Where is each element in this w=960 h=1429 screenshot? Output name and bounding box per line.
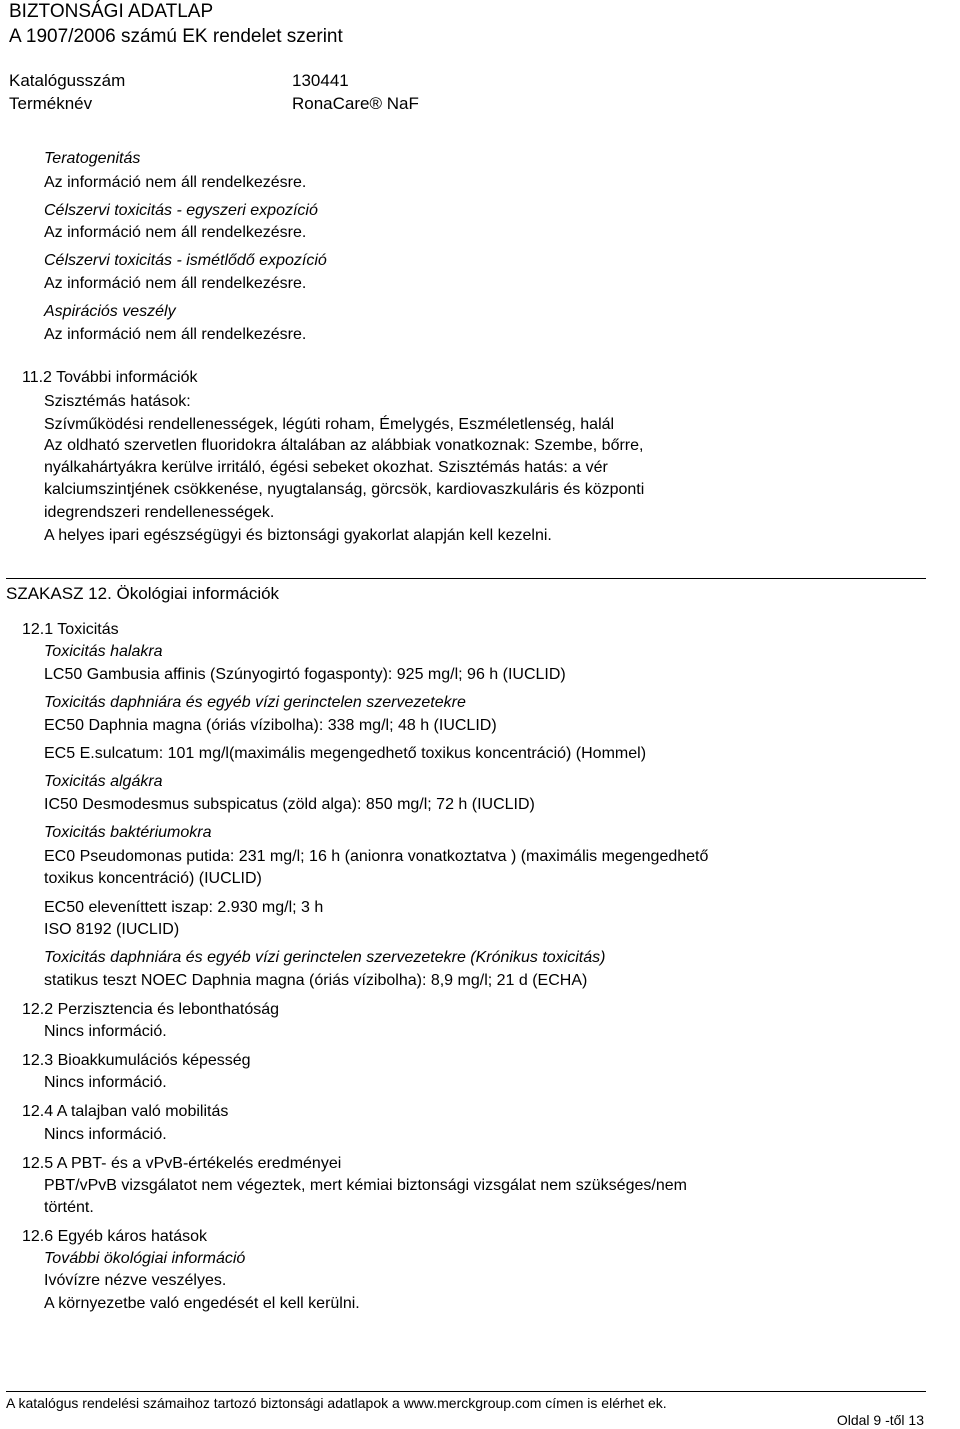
further-info-line: nyálkahártyákra kerülve irritáló, égési sebeket okozhat. Szisztémás hatás: a vér [44,459,608,476]
regulation-subtitle: A 1907/2006 számú EK rendelet szerint [9,26,343,47]
pbt-heading: 12.5 A PBT- és a vPvB-értékelés eredményei [22,1155,342,1172]
persistence-heading: 12.2 Perzisztencia és lebonthatóság [22,1001,280,1018]
sludge-test-standard: ISO 8192 (IUCLID) [44,921,180,938]
mobility-value: Nincs információ. [44,1126,167,1143]
stot-repeated-label: Célszervi toxicitás - ismétlődő expozíció [44,252,327,269]
further-info-line: Az oldható szervetlen fluoridokra általában az alábbiak vonatkoznak: Szembe, bőrre, [44,437,644,454]
other-effects-heading: 12.6 Egyéb káros hatások [22,1228,208,1245]
bacteria-toxicity-value: EC0 Pseudomonas putida: 231 mg/l; 16 h (anionra vonatkoztatva ) (maximális megengedhető [44,848,709,865]
daphnia-toxicity-value: EC5 E.sulcatum: 101 mg/l(maximális megengedhető toxikus koncentráció) (Hommel) [44,745,647,762]
catalog-number-value: 130441 [292,71,349,90]
bacteria-toxicity-value: toxikus koncentráció) (IUCLID) [44,870,262,887]
further-info-line: kalciumszintjének csökkenése, nyugtalanság, görcsök, kardiovaszkuláris és központi [44,481,645,498]
algae-toxicity-label: Toxicitás algákra [44,773,163,790]
fish-toxicity-value: LC50 Gambusia affinis (Szúnyogirtó fogasponty): 925 mg/l; 96 h (IUCLID) [44,666,566,683]
stot-single-value: Az információ nem áll rendelkezésre. [44,224,307,241]
stot-single-label: Célszervi toxicitás - egyszeri expozíció [44,202,318,219]
section-12-title: SZAKASZ 12. Ökológiai információk [6,584,280,603]
pbt-value: történt. [44,1199,94,1216]
chronic-toxicity-label: Toxicitás daphniára és egyéb vízi gerinctelen szervezetekre (Krónikus toxicitás) [44,949,606,966]
toxicity-heading: 12.1 Toxicitás [22,621,119,638]
teratogenicity-value: Az információ nem áll rendelkezésre. [44,174,307,191]
page-number: Oldal 9 -től 13 [836,1412,924,1428]
further-info-line: idegrendszeri rendellenességek. [44,504,275,521]
footer-note: A katalógus rendelési számaihoz tartozó biztonsági adatlapok a www.merckgroup.com címen is elérhet ek. [6,1395,667,1411]
catalog-number-label: Katalógusszám [9,71,126,90]
algae-toxicity-value: IC50 Desmodesmus subspicatus (zöld alga): 850 mg/l; 72 h (IUCLID) [44,796,535,813]
further-info-heading: 11.2 További információk [22,369,198,386]
section-divider [6,578,926,579]
aspiration-hazard-value: Az információ nem áll rendelkezésre. [44,326,307,343]
product-name-label: Terméknév [9,94,93,113]
daphnia-toxicity-value: EC50 Daphnia magna (óriás vízibolha): 338 mg/l; 48 h (IUCLID) [44,717,497,734]
other-effects-value: Ivóvízre nézve veszélyes. [44,1272,227,1289]
aspiration-hazard-label: Aspirációs veszély [44,303,176,320]
bacteria-toxicity-label: Toxicitás baktériumokra [44,824,212,841]
product-name-value: RonaCare® NaF [292,94,419,113]
stot-repeated-value: Az információ nem áll rendelkezésre. [44,275,307,292]
teratogenicity-label: Teratogenitás [44,150,141,167]
daphnia-toxicity-label: Toxicitás daphniára és egyéb vízi gerinctelen szervezetekre [44,694,466,711]
sludge-toxicity-value: EC50 eleveníttett iszap: 2.930 mg/l; 3 h [44,899,324,916]
chronic-toxicity-value: statikus teszt NOEC Daphnia magna (óriás vízibolha): 8,9 mg/l; 21 d (ECHA) [44,972,588,989]
document-title: BIZTONSÁGI ADATLAP [9,1,214,22]
further-info-line: A helyes ipari egészségügyi és biztonsági gyakorlat alapján kell kezelni. [44,527,552,544]
further-info-line: Szívműködési rendellenességek, légúti roham, Émelygés, Eszméletlenség, halál [44,416,615,433]
bioaccumulation-heading: 12.3 Bioakkumulációs képesség [22,1052,251,1069]
footer-divider [6,1391,926,1392]
pbt-value: PBT/vPvB vizsgálatot nem végeztek, mert kémiai biztonsági vizsgálat nem szükséges/nem [44,1177,687,1194]
mobility-heading: 12.4 A talajban való mobilitás [22,1103,229,1120]
other-ecological-info-label: További ökológiai információ [44,1250,246,1267]
fish-toxicity-label: Toxicitás halakra [44,643,163,660]
bioaccumulation-value: Nincs információ. [44,1074,167,1091]
persistence-value: Nincs információ. [44,1023,167,1040]
other-effects-value: A környezetbe való engedését el kell kerülni. [44,1295,360,1312]
further-info-line: Szisztémás hatások: [44,393,191,410]
